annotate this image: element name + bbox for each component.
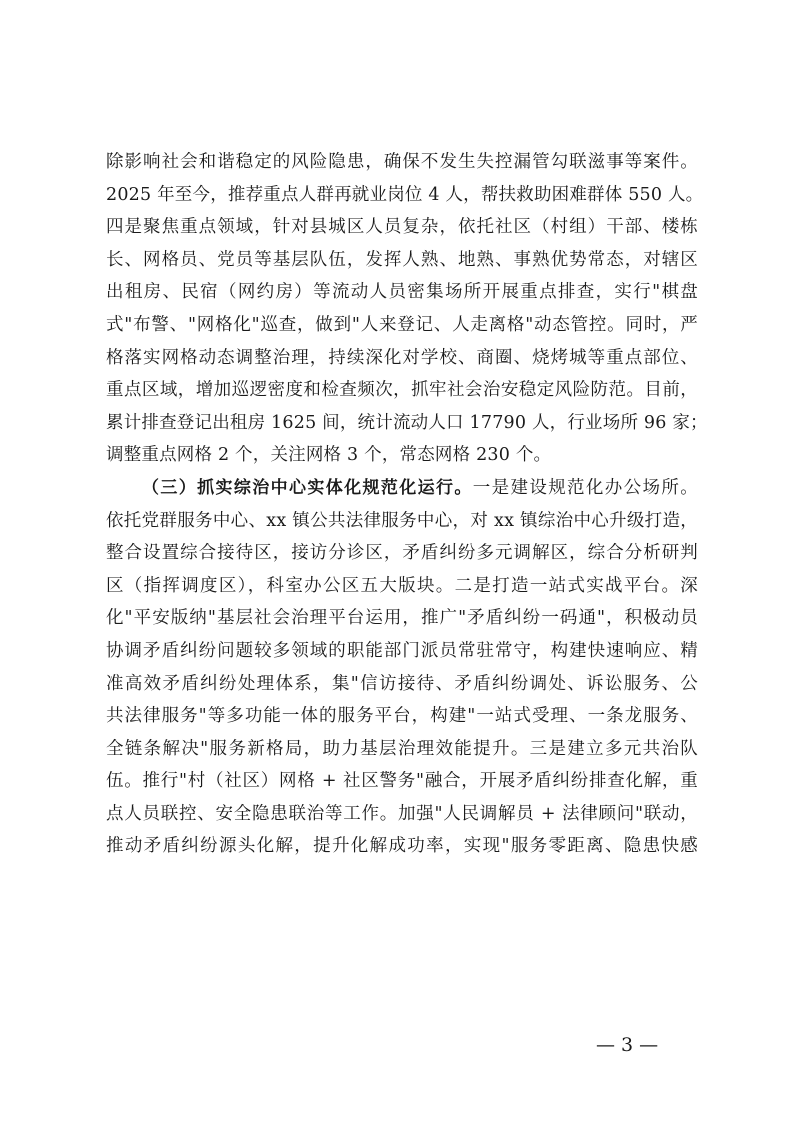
document-body (106, 146, 708, 863)
section-heading: （三）抓实综治中心实体化规范化运行。 (142, 477, 473, 498)
text-line: 出租房、民宿（网约房）等流动人员密集场所开展重点排查，实行"棋盘 (106, 282, 698, 303)
text-line: 重点区域，增加巡逻密度和检查频次，抓牢社会治安稳定风险防范。目前， (106, 380, 698, 401)
text-line: 推动矛盾纠纷源头化解，提升化解成功率，实现"服务零距离、隐患快感 (106, 836, 698, 857)
text-line: 依托党群服务中心、xx 镇公共法律服务中心，对 xx 镇综治中心升级打造， (106, 510, 698, 531)
text-line: 2025 年至今，推荐重点人群再就业岗位 4 人，帮扶救助困难群体 550 人。 (106, 184, 704, 205)
text-line: 整合设置综合接待区，接访分诊区，矛盾纠纷多元调解区，综合分析研判 (106, 543, 698, 564)
text-line: 区（指挥调度区），科室办公区五大版块。二是打造一站式实战平台。深 (106, 575, 698, 596)
paragraph-2 (106, 472, 698, 863)
text-line: 累计排查登记出租房 1625 间，统计流动人口 17790 人，行业场所 96 家； (106, 412, 708, 433)
text-line: 共法律服务"等多功能一体的服务平台，构建"一站式受理、一条龙服务、 (106, 706, 698, 727)
section-heading-line (106, 472, 698, 505)
text-line-continuation: 一是建设规范化办公场所。 (472, 477, 698, 498)
text-line: 准高效矛盾纠纷处理体系，集"信访接待、矛盾纠纷调处、诉讼服务、公 (106, 673, 698, 694)
text-line: 化"平安版纳"基层社会治理平台运用，推广"矛盾纠纷一码通"，积极动员 (106, 608, 698, 629)
text-line: 除影响社会和谐稳定的风险隐患，确保不发生失控漏管勾联滋事等案件。 (106, 152, 698, 172)
text-line: 四是聚焦重点领域，针对县城区人员复杂，依托社区（村组）干部、楼栋 (106, 217, 698, 238)
page-number: — 3 — (596, 1034, 659, 1056)
text-line: 调整重点网格 2 个，关注网格 3 个，常态网格 230 个。 (106, 445, 552, 466)
text-line: 全链条解决"服务新格局，助力基层治理效能提升。三是建立多元共治队 (106, 738, 698, 759)
text-line: 点人员联控、安全隐患联治等工作。加强"人民调解员 + 法律顾问"联动， (106, 803, 698, 824)
text-line: 伍。推行"村（社区）网格 + 社区警务"融合，开展矛盾纠纷排查化解，重 (106, 771, 698, 792)
text-line: 格落实网格动态调整治理，持续深化对学校、商圈、烧烤城等重点部位、 (106, 347, 698, 368)
text-line: 式"布警、"网格化"巡查，做到"人来登记、人走离格"动态管控。同时，严 (106, 314, 698, 335)
text-line: 长、网格员、党员等基层队伍，发挥人熟、地熟、事熟优势常态，对辖区 (106, 249, 698, 270)
paragraph-1 (106, 146, 708, 472)
text-line: 协调矛盾纠纷问题较多领域的职能部门派员常驻常守，构建快速响应、精 (106, 640, 698, 661)
